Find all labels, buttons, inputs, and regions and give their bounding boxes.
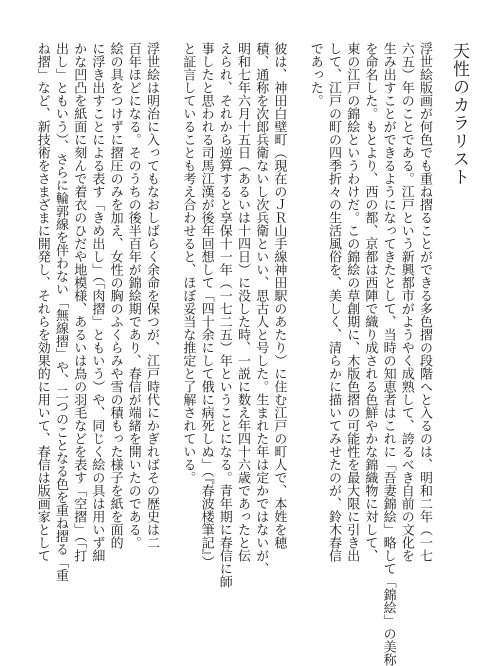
text-column: 浮世絵は明治に入ってもなおしばらく余命を保つが、江戸時代にかぎればその歴史は二: [144, 42, 159, 549]
text-column: を命名した。もとより、西の都、京都は西陣で織り成される色鮮やかな錦織物に対して、: [362, 42, 378, 562]
text-column: 事したと思われる司馬江漢が後年回想して「四十余にして俄に病死しぬ」（『春波楼筆記』）: [198, 42, 214, 569]
text-column: に浮き出すことによる表す「きめ出し」（「肉摺」ともいう）や、同じく絵の具は用いず細: [89, 42, 105, 562]
text-column: 六五）年のことである。江戸という新興都市がようやく成熟して、誇るべき自前の文化を: [398, 42, 414, 562]
text-column: と証言していることも考え合わせると、ほぼ妥当な推定と了解されている。: [180, 42, 196, 484]
text-column: して、江戸の町の四季折々の生活風俗を、美しく、清らかに描いてみせたのが、鈴木春信: [326, 42, 341, 562]
text-column: かな凹凸を紙面に刻んで着衣のひだや地模様、あるいは鳥の羽毛などを表す「空摺」（「打: [71, 42, 87, 562]
text-column: えられ、それから逆算すると享保十一年（一七二五）年ということになる。青年期に春信に師: [216, 42, 232, 588]
text-column: ね摺」など、新技術をさまざまに開発し、それらを効果的に用いて、春信は版画家として: [34, 42, 50, 562]
text-column: であった。: [307, 42, 323, 107]
text-column: 彼は、神田白壁町（現在のＪＲ山手線神田駅のあたり）に住む江戸の町人で、本姓を穂: [271, 42, 287, 549]
text-column: 東の江戸の錦絵というわけだ。この錦絵の草創期に、木版色摺の可能性を最大限に引き出: [344, 42, 360, 562]
text-column: 明和七年六月十五日（あるいは十四日）に没した時、一説に数え年四十六歳であったと伝: [235, 42, 250, 562]
text-column: 絵の具をつけずに摺圧のみを加え、女性の胸のふくらみや雪の積もった様子を紙を面的: [107, 42, 123, 549]
section-title: 天性のカラリスト: [449, 42, 469, 186]
text-column: 出し」ともいう）、さらに輪郭線を伴わない「無線摺」や、二つのことなる色を重ね摺る「重: [53, 42, 68, 582]
text-column: 積、通称を次郎兵衛ないし次兵衛といい、思古人と号した。生まれた年は定かではないが、: [253, 42, 269, 575]
text-column: 生み出すことができるようになってきたとして、当時の知恵者はこれに「吾妻錦絵」略して「錦絵」の美称: [380, 42, 396, 666]
text-column: 百年ほどになる。そのうちの後半百年が錦絵期であり、春信が端緒を開いたのである。: [125, 42, 141, 549]
text-column: 浮世絵版画が何色でも重ね摺ることができる多色摺の段階へと入るのは、明和二年（一七: [417, 42, 432, 562]
